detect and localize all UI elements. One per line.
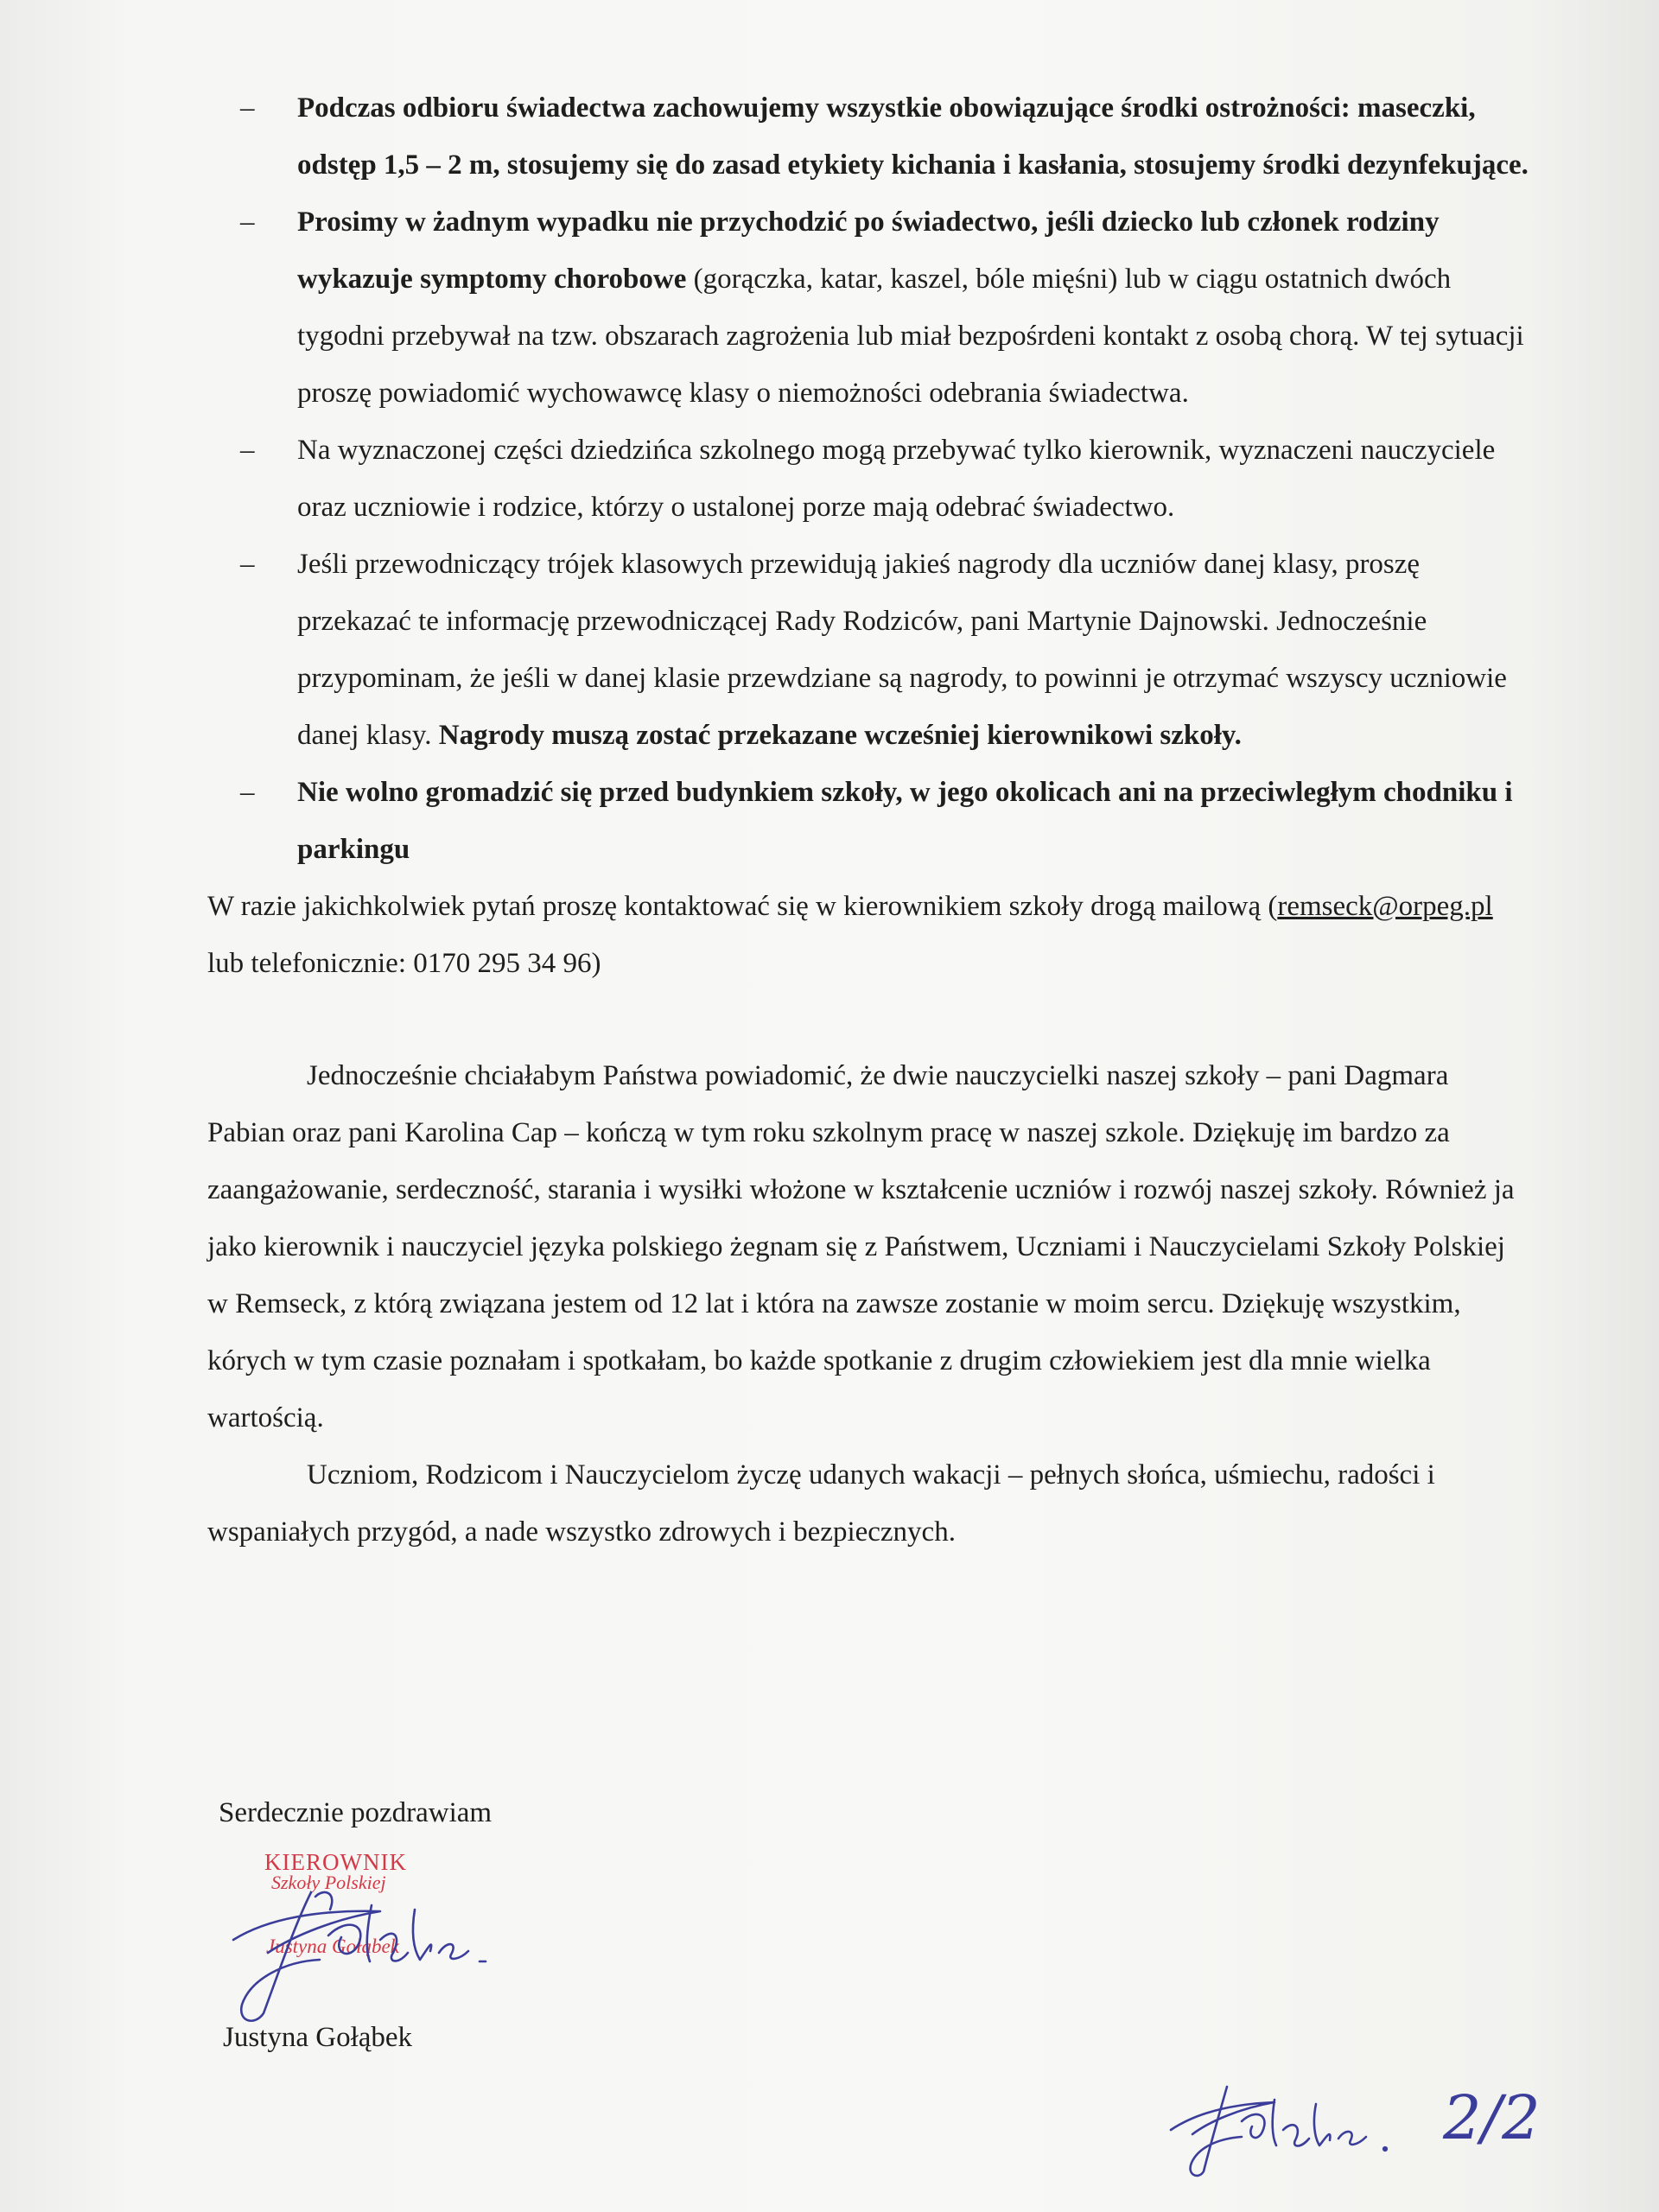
bullet-text: Jeśli przewodniczący trójek klasowych przewidują jakieś nagrody dla uczniów danej klasy, proszę przekazać te informację przewodniczącej Rady Rodziców, pani Martynie Dajnowski. Jednocześnie przypominam, że jeśli w danej klasie przewdziane są nagrody, to powinni je otrzymać wszyscy uczniowie danej klasy. [297,549,1507,751]
wishes-paragraph: Uczniom, Rodzicom i Nauczycielom życzę udanych wakacji – pełnych słońca, uśmiechu, radości i wspaniałych przygód, a nade wszystko zdrowych i bezpiecznych. [207,1459,1435,1548]
bullet-dash: – [240,549,255,580]
contact-text-2: lub telefonicznie: 0170 295 34 96) [207,948,601,979]
handwritten-initials [1162,2069,1395,2182]
stamp-name: Justyna Gołąbek [266,1936,399,1957]
bullet-text-bold: Prosimy w żadnym wypadku nie przychodzić po świadectwo, jeśli dziecko lub członek rodziny wykazuje symptomy chorobowe [297,207,1440,295]
bullet-text-bold: Nie wolno gromadzić się przed budynkiem szkoły, w jego okolicach ani na przeciwległym chodniku i parkingu [297,777,1513,865]
bullet-dash: – [240,435,255,466]
document-body [207,79,1529,1560]
bullet-item [207,194,1529,422]
bullet-text-bold: Nagrody muszą zostać przekazane wcześniej kierownikowi szkoły. [438,720,1242,751]
closing-greeting: Serdecznie pozdrawiam [219,1797,493,1828]
stamp-school: Szkoły Polskiej [271,1872,386,1893]
contact-paragraph [207,878,1529,992]
page-number: 2/2 [1443,2082,1541,2153]
bullet-dash: – [240,777,255,808]
bullet-item [207,536,1529,764]
bullet-item [207,422,1529,536]
bullet-item [207,79,1529,194]
spacer [207,992,1529,1047]
signer-name: Justyna Gołąbek [223,2022,413,2053]
bullet-text: Na wyznaczonej części dziedzińca szkolnego mogą przebywać tylko kierownik, wyznaczeni nauczyciele oraz uczniowie i rodzice, którzy o ustalonej porze mają odebrać świadectwo. [297,435,1496,523]
email-link[interactable]: remseck@orpeg.pl [1277,891,1493,922]
farewell-paragraph: Jednocześnie chciałabym Państwa powiadomić, że dwie nauczycielki naszej szkoły – pani Dagmara Pabian oraz pani Karolina Cap – kończą w tym roku szkolnym pracę w naszej szkole. Dziękuję im bardzo za zaangażowanie, serdeczność, starania i wysiłki włożone w kształcenie uczniów i rozwój naszej szkoły. Również ja jako kierownik i nauczyciel języka polskiego żegnam się z Państwem, Uczniami i Nauczycielami Szkoły Polskiej w Remseck, z którą związana jestem od 12 lat i która na zawsze zostanie w moim sercu. Dziękuję wszystkim, kórych w tym czasie poznałam i spotkałam, bo każde spotkanie z drugim człowiekiem jest dla mnie wielka wartością. [207,1060,1515,1433]
stamp-title: KIEROWNIK [264,1849,407,1875]
bullet-dash: – [240,92,255,124]
bullet-item [207,764,1529,878]
bullet-text-bold: Podczas odbioru świadectwa zachowujemy wszystkie obowiązujące środki ostrożności: maseczki, odstęp 1,5 – 2 m, stosujemy się do zasad etykiety kichania i kasłania, stosujemy środki dezynfekujące. [297,92,1529,181]
bullet-text: (gorączka, katar, kaszel, bóle mięśni) lub w ciągu ostatnich dwóch tygodni przebywał na tzw. obszarach zagrożenia lub miał bezpośrdeni kontakt z osobą chorą. W tej sytuacji proszę powiadomić wychowawcę klasy o niemożności odebrania świadectwa. [297,264,1524,409]
bullet-dash: – [240,207,255,238]
bullet-list [207,79,1529,878]
handwritten-signature [216,1858,493,2031]
contact-text-1: W razie jakichkolwiek pytań proszę kontaktować się w kierownikiem szkoły drogą mailową ( [207,891,1278,922]
